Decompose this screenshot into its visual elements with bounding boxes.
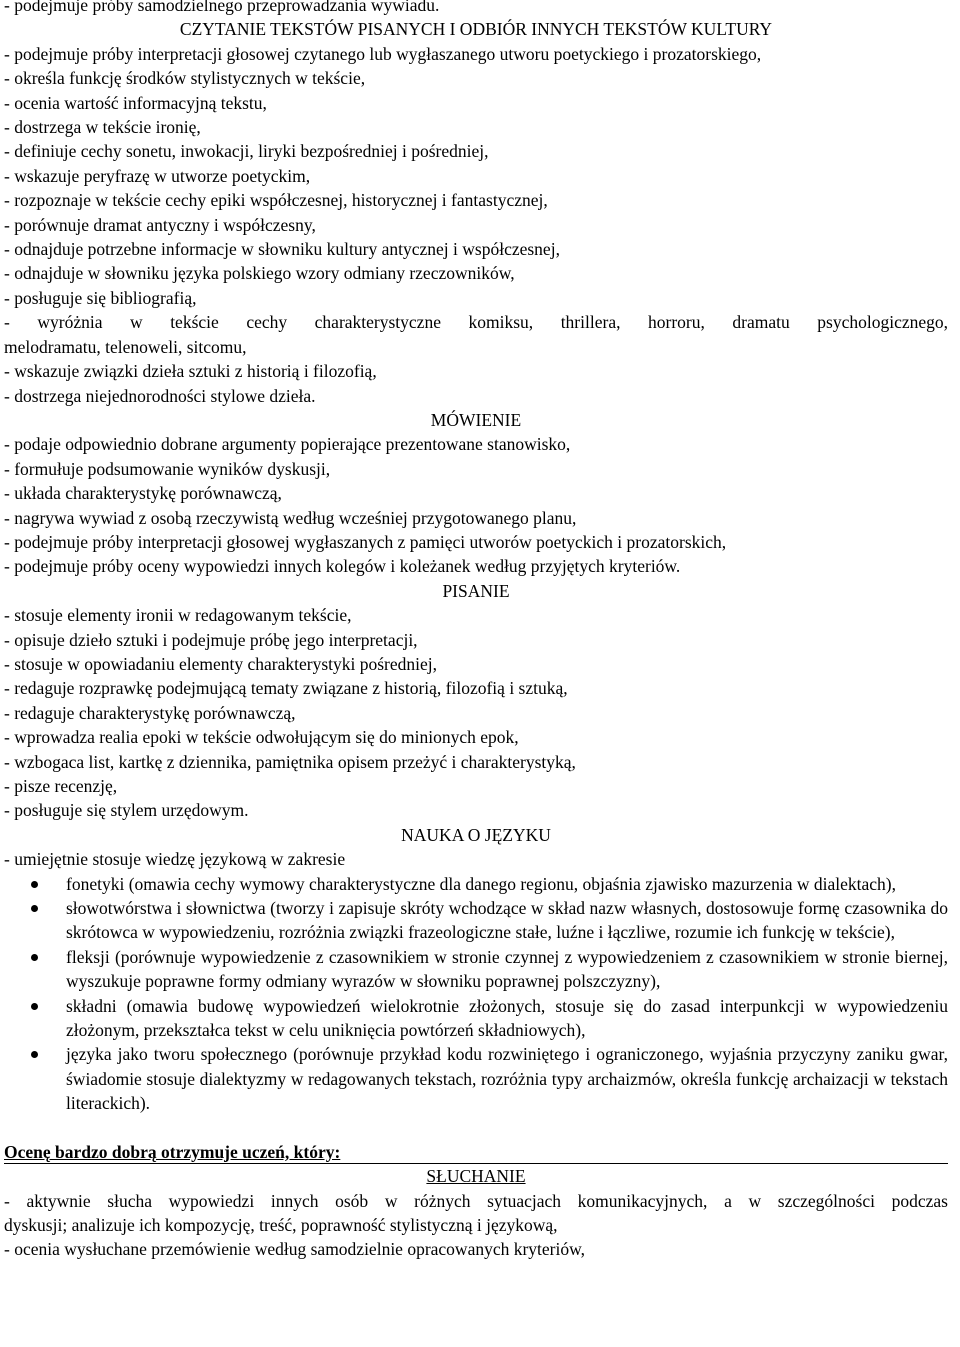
list-item: - stosuje elementy ironii w redagowanym tekście, bbox=[4, 605, 352, 626]
bullet-text: słowotwórstwa i słownictwa (tworzy i zapisuje skróty wchodzące w skład nazw własnych, dostosowuje formę czasownika do skrótowca w wypowiedzeniu, rozróżnia związki frazeologiczne stałe, luźne i łączliwe, rozumie ich funkcję w tekście), bbox=[66, 898, 948, 943]
list-item: - dostrzega niejednorodności stylowe dzieła. bbox=[4, 385, 316, 406]
list-item-wrapped-line1: - wyróżnia w tekście cechy charakterystyczne komiksu, thrillera, horroru, dramatu psychologicznego, bbox=[4, 312, 948, 333]
list-item: - dostrzega w tekście ironię, bbox=[4, 117, 201, 138]
bullet-text: składni (omawia budowę wypowiedzeń wielokrotnie złożonych, stosuje się do zasad interpunkcji w wypowiedzeniu złożonym, przekształca tekst w celu uniknięcia powtórzeń składniowych), bbox=[66, 995, 948, 1041]
bullet-item bbox=[4, 994, 948, 1043]
list-item: - podejmuje próby interpretacji głosowej czytanego lub wygłaszanego utworu poetyckiego i prozatorskiego, bbox=[4, 43, 762, 64]
grade-heading-block bbox=[4, 1140, 948, 1164]
list-item: - posługuje się stylem urzędowym. bbox=[4, 800, 249, 821]
bullet-dot-icon bbox=[31, 1003, 38, 1010]
bullet-dot-icon bbox=[31, 954, 38, 961]
list-item: - stosuje w opowiadaniu elementy charakterystyki pośredniej, bbox=[4, 653, 438, 674]
list-item: - ocenia wartość informacyjną tekstu, bbox=[4, 92, 267, 113]
bullet-item bbox=[4, 1042, 948, 1115]
bullet-dot-icon bbox=[31, 881, 38, 888]
list-item-wrapped-line1: - aktywnie słucha wypowiedzi innych osób w różnych sytuacjach komunikacyjnych, a w szczególności podczas bbox=[4, 1190, 948, 1211]
list-item: - nagrywa wywiad z osobą rzeczywistą według wcześniej przygotowanego planu, bbox=[4, 507, 577, 528]
list-item: - formułuje podsumowanie wyników dyskusji, bbox=[4, 458, 331, 479]
list-item: - opisuje dzieło sztuki i podejmuje próbę jego interpretacji, bbox=[4, 629, 418, 650]
list-item: - odnajduje potrzebne informacje w słowniku kultury antycznej i współczesnej, bbox=[4, 239, 560, 260]
list-item: - rozpoznaje w tekście cechy epiki współczesnej, historycznej i fantastycznej, bbox=[4, 190, 548, 211]
list-item: - podejmuje próby oceny wypowiedzi innych kolegów i koleżanek według przyjętych kryteriów. bbox=[4, 556, 681, 577]
bullet-dot-icon bbox=[31, 1051, 38, 1058]
list-item: - określa funkcję środków stylistycznych w tekście, bbox=[4, 68, 366, 89]
list-item: - układa charakterystykę porównawczą, bbox=[4, 483, 282, 504]
list-item: - redaguje rozprawkę podejmującą tematy związane z historią, filozofią i sztuką, bbox=[4, 678, 568, 699]
list-item: - podejmuje próby interpretacji głosowej wygłaszanych z pamięci utworów poetyckich i prozatorskich, bbox=[4, 531, 727, 552]
section-heading-reading: CZYTANIE TEKSTÓW PISANYCH I ODBIÓR INNYCH TEKSTÓW KULTURY bbox=[179, 19, 773, 40]
section-heading-writing: PISANIE bbox=[442, 580, 510, 601]
list-item: - wskazuje związki dzieła sztuki z historią i filozofią, bbox=[4, 361, 377, 382]
list-item: - wzbogaca list, kartkę z dziennika, pamiętnika opisem przeżyć i charakterystyką, bbox=[4, 751, 576, 772]
list-item: - podaje odpowiednio dobrane argumenty popierające prezentowane stanowisko, bbox=[4, 434, 571, 455]
bullet-item bbox=[4, 896, 948, 945]
language-intro: - umiejętnie stosuje wiedzę językową w zakresie bbox=[4, 849, 346, 870]
bullet-item bbox=[4, 945, 948, 994]
bullet-text: języka jako tworu społecznego (porównuje przykład kodu rozwiniętego i ograniczonego, wyjaśnia przyczyny zaniku gwar, świadomie stosuje dialektyzmy w redagowanych tekstach, rozróżnia typy archaizmów, określa funkcję archaizacji w tekstach literackich). bbox=[66, 1044, 948, 1114]
list-item: - redaguje charakterystykę porównawczą, bbox=[4, 702, 296, 723]
section-heading-speaking: MÓWIENIE bbox=[430, 409, 522, 430]
bullet-dot-icon bbox=[31, 905, 38, 912]
bullet-text: fonetyki (omawia cechy wymowy charakterystyczne dla danego regionu, objaśnia zjawisko mazurzenia w dialektach), bbox=[66, 873, 896, 894]
list-item: - porównuje dramat antyczny i współczesny, bbox=[4, 214, 316, 235]
list-item: - wskazuje peryfrazę w utworze poetyckim, bbox=[4, 165, 311, 186]
list-item: - odnajduje w słowniku języka polskiego wzory odmiany rzeczowników, bbox=[4, 263, 515, 284]
bullet-text: fleksji (porównuje wypowiedzenie z czasownikiem w stronie czynnej z wypowiedzeniem z czasownikiem w stronie biernej, wyszukuje poprawne formy odmiany wyrazów w słowniku poprawnej polszczyzny), bbox=[66, 946, 948, 992]
list-item: - definiuje cechy sonetu, inwokacji, liryki bezpośredniej i pośredniej, bbox=[4, 141, 489, 162]
list-item: - pisze recenzję, bbox=[4, 776, 118, 796]
grade-divider bbox=[4, 1163, 948, 1164]
language-bullet-list bbox=[4, 872, 948, 1116]
section-heading-language: NAUKA O JĘZYKU bbox=[401, 824, 551, 845]
list-item-wrapped-line2: melodramatu, telenoweli, sitcomu, bbox=[4, 336, 247, 357]
section-heading-listening: SŁUCHANIE bbox=[426, 1166, 526, 1187]
list-item: - posługuje się bibliografią, bbox=[4, 287, 197, 308]
top-line: - podejmuje próby samodzielnego przeprowadzania wywiadu. bbox=[4, 0, 440, 15]
bullet-item bbox=[4, 872, 948, 896]
grade-heading: Ocenę bardzo dobrą otrzymuje uczeń, który: bbox=[4, 1141, 341, 1162]
list-item: - ocenia wysłuchane przemówienie według samodzielnie opracowanych kryteriów, bbox=[4, 1239, 586, 1260]
list-item: - wprowadza realia epoki w tekście odwołującym się do minionych epok, bbox=[4, 727, 519, 748]
list-item-wrapped-line2: dyskusji; analizuje ich kompozycję, treść, poprawność stylistyczną i językową, bbox=[4, 1214, 558, 1235]
